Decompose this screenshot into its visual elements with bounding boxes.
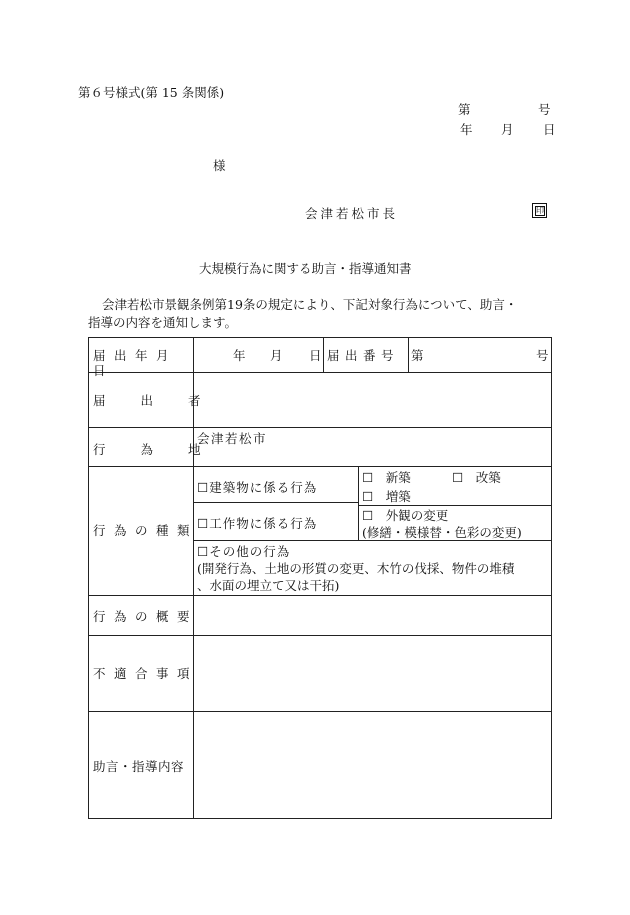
advice-content-label: 助言・指導内容 [93,759,185,774]
row-divider [88,635,552,636]
building-action-checkbox[interactable]: ☐建築物に係る行為 [197,480,318,495]
exterior-change-checkbox[interactable]: ☐ 外観の変更 [362,508,449,523]
column-divider [193,337,194,819]
number-suffix: 号 [538,102,551,117]
form-number-title: 第６号様式(第 15 条関係) [78,85,225,100]
exterior-change-note: (修繕・模様替・色彩の変更) [362,525,522,540]
date-day: 日 [543,122,556,137]
extension-checkbox[interactable]: ☐ 増築 [362,489,411,504]
body-line-2: 指導の内容を通知します。 [88,315,238,330]
column-divider [323,337,324,372]
location-value: 会津若松市 [197,431,268,446]
row-divider [88,466,552,467]
addressee-suffix: 様 [213,158,226,173]
seal-stamp [532,203,547,218]
notification-number-label: 届出番号 [327,348,400,363]
body-line-1: 会津若松市景観条例第19条の規定により、下記対象行為について、助言・ [102,297,518,312]
label-text: 届出年月日 [93,348,178,378]
notification-date-month: 月 [270,348,283,363]
notification-number-suffix: 号 [536,348,549,363]
seal-char: 印 [536,206,544,215]
number-prefix: 第 [458,102,471,117]
applicant-label: 届出者 [93,393,236,408]
notification-date-year: 年 [233,348,246,363]
date-month: 月 [501,122,514,137]
action-type-label: 行為の種類 [93,523,199,538]
other-action-checkbox[interactable]: ☐その他の行為 [197,544,291,559]
row-divider [88,427,552,428]
date-year: 年 [460,122,473,137]
notification-date-label [93,348,187,378]
row-divider [193,540,552,541]
other-action-note-line-2: 、水面の埋立て又は干拓) [197,578,340,593]
row-divider [88,711,552,712]
location-label: 行為地 [93,442,236,457]
other-action-note-line-1: (開発行為、土地の形質の変更、木竹の伐採、物件の堆積 [197,561,515,576]
new-construction-checkbox[interactable]: ☐ 新築 [362,470,411,485]
document-title: 大規模行為に関する助言・指導通知書 [199,261,412,276]
row-divider [88,595,552,596]
issuer-name: 会津若松市長 [305,206,399,221]
notification-number-prefix: 第 [411,348,424,363]
column-divider [358,466,359,540]
action-summary-label: 行為の概要 [93,609,199,624]
nonconformity-label: 不適合事項 [93,666,199,681]
row-divider [358,505,552,506]
column-divider [408,337,409,372]
row-divider [193,502,358,503]
structure-action-checkbox[interactable]: ☐工作物に係る行為 [197,516,318,531]
notification-date-day: 日 [309,348,322,363]
renovation-checkbox[interactable]: ☐ 改築 [452,470,501,485]
